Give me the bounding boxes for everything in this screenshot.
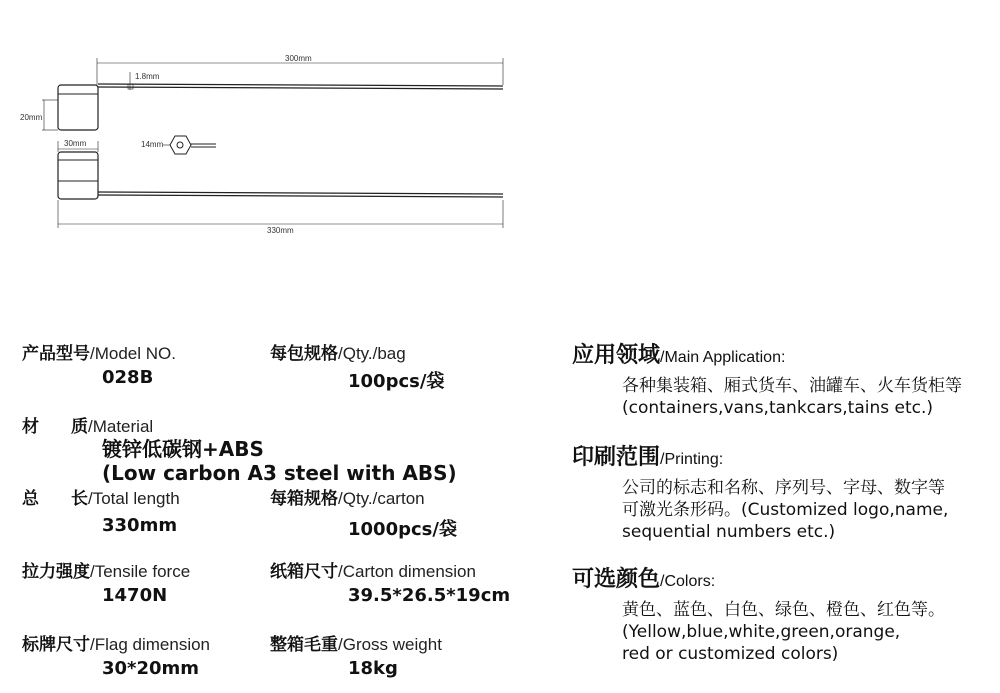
application-title-en: /Main Application: [660, 349, 786, 366]
spec-material-value-en: (Low carbon A3 steel with ABS) [102, 461, 457, 485]
spec-flag-dim [22, 630, 210, 679]
spec-qty-bag-cn: 每包规格 [270, 344, 338, 364]
spec-qty-carton-value: 1000pcs/袋 [348, 519, 457, 540]
spec-material-value-cn: 镀锌低碳钢+ABS [102, 437, 264, 461]
spec-tensile [22, 557, 190, 606]
spec-qty-bag [270, 339, 444, 393]
dim-14mm: 14mm [141, 140, 164, 149]
dim-330mm: 330mm [267, 226, 294, 235]
hex-section-view [163, 136, 216, 154]
spec-qty-bag-value: 100pcs/袋 [348, 371, 445, 392]
seal-top-view [42, 58, 503, 130]
colors-section [572, 562, 945, 665]
spec-gross-weight-value: 18kg [348, 658, 398, 679]
spec-carton-dim-cn: 纸箱尺寸 [270, 562, 338, 582]
seal-side-view [58, 141, 503, 228]
spec-qty-carton-cn: 每箱规格 [270, 489, 338, 509]
spec-carton-dim-en: /Carton dimension [338, 562, 476, 581]
application-line-1: 各种集装箱、厢式货车、油罐车、火车货柜等 [622, 376, 962, 396]
colors-title-cn: 可选颜色 [572, 567, 661, 592]
printing-line-2: 可激光条形码。(Customized logo,name, [622, 500, 949, 520]
spec-model-en: /Model NO. [90, 344, 176, 363]
spec-model [22, 339, 176, 388]
colors-line-3: red or customized colors) [622, 644, 839, 664]
spec-qty-carton-en: /Qty./carton [338, 489, 425, 508]
spec-length-value: 330mm [102, 515, 178, 536]
spec-material-en: /Material [88, 417, 154, 436]
dim-30mm: 30mm [64, 139, 87, 148]
spec-carton-dim-value: 39.5*26.5*19cm [348, 585, 511, 606]
printing-title-cn: 印刷范围 [572, 445, 661, 470]
spec-model-cn: 产品型号 [22, 344, 90, 364]
spec-tensile-value: 1470N [102, 585, 168, 606]
spec-model-value: 028B [102, 367, 154, 388]
spec-material-cn2: 质 [71, 417, 88, 437]
spec-carton-dim [270, 557, 510, 606]
spec-length-cn1: 总 [22, 489, 39, 509]
application-section [572, 338, 962, 419]
spec-gross-weight-en: /Gross weight [338, 635, 442, 654]
spec-flag-dim-en: /Flag dimension [90, 635, 211, 654]
dim-300mm: 300mm [285, 54, 312, 63]
printing-title-en: /Printing: [660, 451, 724, 468]
colors-line-2: (Yellow,blue,white,green,orange, [622, 622, 901, 642]
colors-title-en: /Colors: [660, 573, 716, 590]
technical-drawing [0, 0, 1000, 300]
application-title-cn: 应用领域 [572, 343, 661, 368]
printing-section [572, 440, 948, 543]
spec-gross-weight [270, 630, 442, 679]
printing-line-1: 公司的标志和名称、序列号、字母、数字等 [622, 478, 945, 498]
spec-gross-weight-cn: 整箱毛重 [270, 635, 338, 655]
spec-material-cn1: 材 [22, 417, 39, 437]
spec-length-en: /Total length [88, 489, 180, 508]
spec-flag-dim-value: 30*20mm [102, 658, 200, 679]
spec-qty-carton [270, 484, 457, 541]
printing-line-3: sequential numbers etc.) [622, 522, 836, 542]
spec-length [22, 484, 180, 536]
spec-flag-dim-cn: 标牌尺寸 [22, 635, 90, 655]
spec-tensile-cn: 拉力强度 [22, 562, 90, 582]
spec-material [22, 412, 457, 485]
spec-qty-bag-en: /Qty./bag [338, 344, 406, 363]
spec-length-cn2: 长 [71, 489, 88, 509]
spec-tensile-en: /Tensile force [90, 562, 191, 581]
dim-1-8mm: 1.8mm [135, 72, 160, 81]
colors-line-1: 黄色、蓝色、白色、绿色、橙色、红色等。 [622, 600, 945, 620]
application-line-2: (containers,vans,tankcars,tains etc.) [622, 398, 934, 418]
dim-20mm: 20mm [20, 113, 43, 122]
